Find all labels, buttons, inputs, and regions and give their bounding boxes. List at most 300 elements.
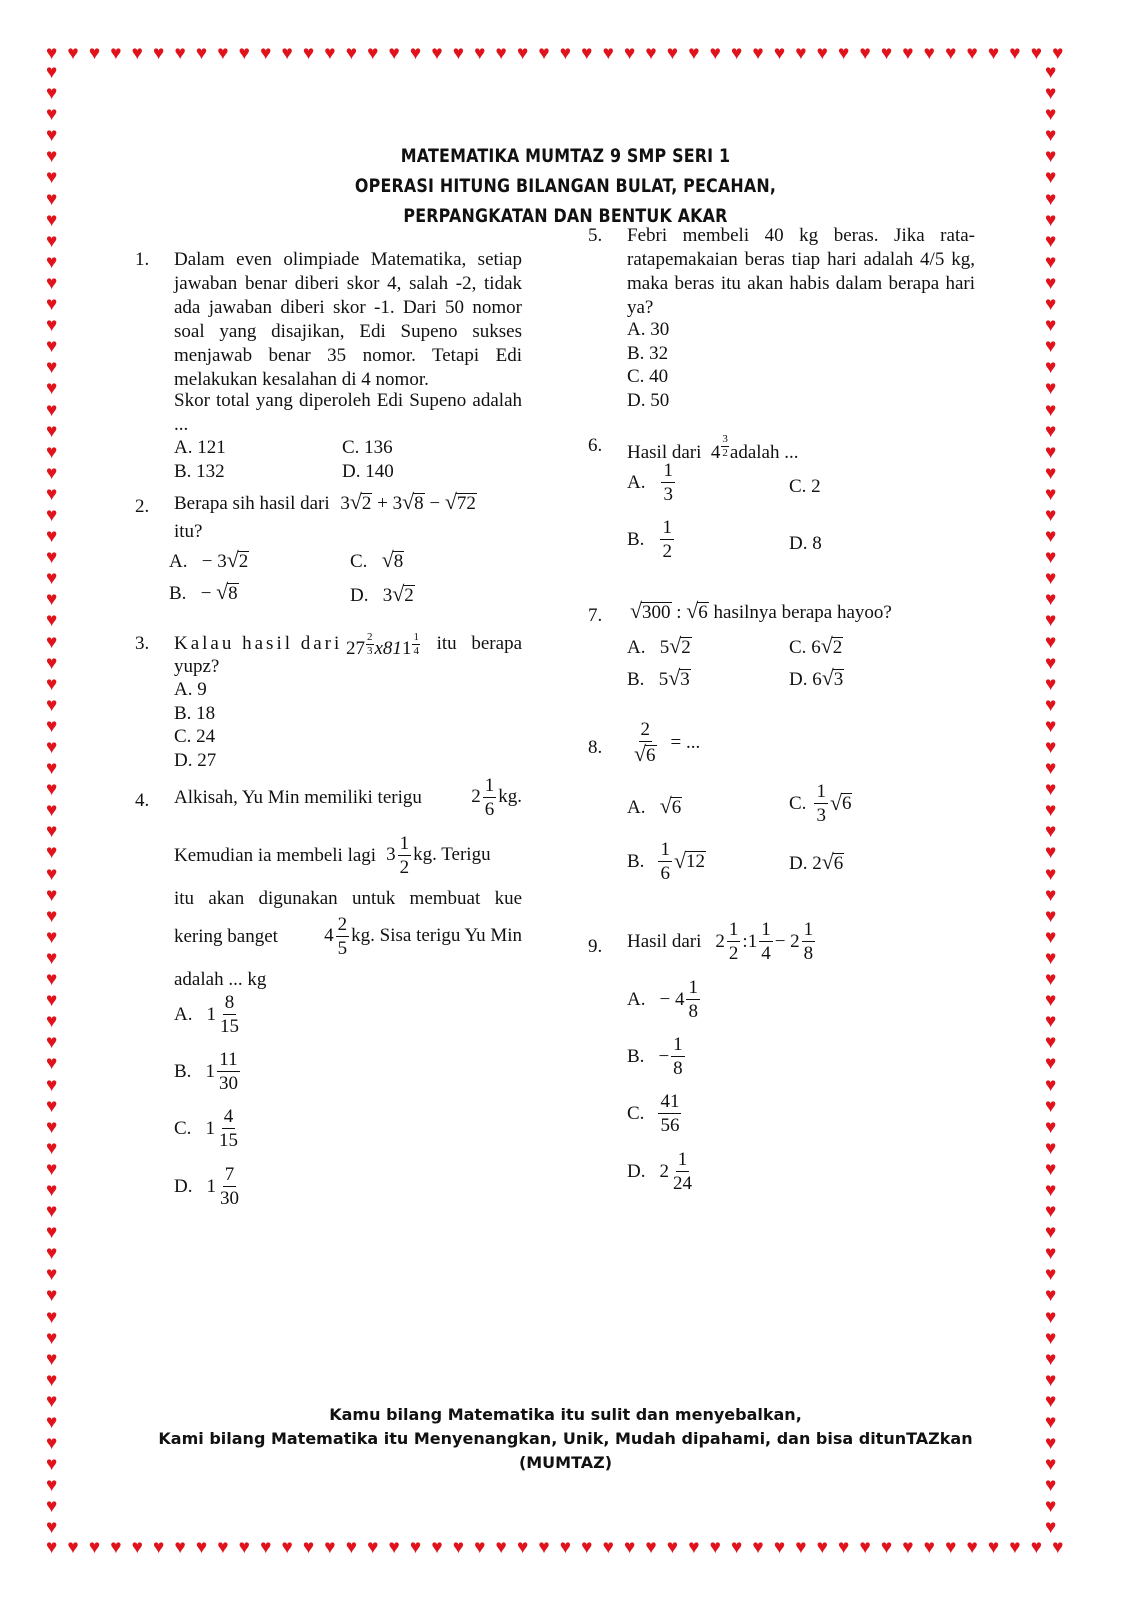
question-6-number: 6. bbox=[588, 435, 603, 456]
heart-icon: ♥ bbox=[1045, 758, 1057, 780]
heart-icon: ♥ bbox=[281, 1537, 293, 1558]
question-7-option-c: C. 6 √ 2 bbox=[789, 634, 843, 658]
heart-icon: ♥ bbox=[1045, 251, 1057, 273]
question-5-option-d: D. 50 bbox=[627, 390, 670, 411]
heart-icon: ♥ bbox=[1045, 167, 1057, 189]
page-title bbox=[79, 142, 1052, 232]
heart-icon: ♥ bbox=[46, 272, 58, 294]
heart-icon: ♥ bbox=[1045, 779, 1057, 801]
heart-icon: ♥ bbox=[46, 863, 58, 885]
heart-icon: ♥ bbox=[1045, 926, 1057, 948]
heart-icon: ♥ bbox=[688, 1537, 700, 1558]
heart-icon: ♥ bbox=[1045, 610, 1057, 632]
heart-icon: ♥ bbox=[1045, 1074, 1057, 1096]
question-8-option-d: D. 2 √ 6 bbox=[789, 850, 844, 874]
question-8-stem: 2 √ 6 = ... bbox=[634, 719, 701, 766]
heart-icon: ♥ bbox=[217, 43, 229, 64]
heart-icon: ♥ bbox=[1045, 209, 1057, 231]
question-6-option-b: B. $\frac{1}{2}$ bbox=[627, 517, 672, 562]
question-1-number: 1. bbox=[135, 249, 150, 270]
heart-icon: ♥ bbox=[110, 43, 122, 64]
heart-icon: ♥ bbox=[46, 905, 58, 927]
heart-icon: ♥ bbox=[902, 1537, 914, 1558]
heart-icon: ♥ bbox=[46, 1412, 58, 1433]
question-4-option-d: D. 1 $\frac{7}{30}$ bbox=[174, 1164, 239, 1209]
heart-icon: ♥ bbox=[46, 694, 58, 716]
heart-icon: ♥ bbox=[46, 1243, 58, 1265]
question-7-option-a: A. 5 √ 2 bbox=[627, 634, 691, 658]
heart-icon: ♥ bbox=[46, 926, 58, 948]
question-2-expression: 3 √ 2 + 3 √ 8 − √ 72 bbox=[340, 490, 476, 514]
heart-icon: ♥ bbox=[581, 1537, 593, 1558]
heart-icon: ♥ bbox=[474, 1537, 486, 1558]
heart-icon: ♥ bbox=[88, 1537, 101, 1558]
heart-icon: ♥ bbox=[1045, 1222, 1057, 1244]
heart-icon: ♥ bbox=[816, 1537, 828, 1558]
heart-icon: ♥ bbox=[1045, 526, 1057, 548]
heart-icon: ♥ bbox=[1045, 842, 1057, 864]
heart-icon: ♥ bbox=[1045, 863, 1057, 885]
heart-icon: ♥ bbox=[46, 800, 58, 822]
heart-icon: ♥ bbox=[46, 526, 58, 548]
heart-icon: ♥ bbox=[1045, 821, 1057, 843]
question-2-option-d: D. 3 √ 2 bbox=[350, 582, 414, 606]
heart-icon: ♥ bbox=[752, 1537, 764, 1558]
heart-icon: ♥ bbox=[131, 1537, 143, 1558]
heart-icon: ♥ bbox=[46, 715, 58, 737]
question-5-text: Febri membeli 40 kg beras. Jika rata-ratapemakaian beras tiap hari adalah 4/5 kg, maka beras itu akan habis dalam berapa hari ya? bbox=[627, 225, 975, 318]
question-2-option-a: A. − 3 √ 2 bbox=[169, 548, 249, 572]
heart-icon: ♥ bbox=[923, 1537, 935, 1558]
heart-icon: ♥ bbox=[302, 1537, 315, 1558]
heart-icon: ♥ bbox=[46, 1137, 58, 1159]
heart-icon: ♥ bbox=[1045, 1095, 1057, 1117]
heart-icon: ♥ bbox=[388, 1537, 400, 1558]
heart-icon: ♥ bbox=[1045, 905, 1057, 927]
heart-icon: ♥ bbox=[1045, 737, 1057, 758]
question-4-line-5: adalah ... kg bbox=[174, 969, 267, 990]
heart-icon: ♥ bbox=[431, 43, 443, 64]
heart-icon: ♥ bbox=[46, 378, 58, 400]
heart-icon: ♥ bbox=[46, 1390, 58, 1412]
question-9-option-b: B. − $\frac{1}{8}$ bbox=[627, 1034, 683, 1079]
question-4-option-a: A. 1 $\frac{8}{15}$ bbox=[174, 992, 239, 1037]
heart-icon: ♥ bbox=[195, 43, 208, 64]
heart-icon: ♥ bbox=[46, 1348, 58, 1370]
heart-icon: ♥ bbox=[238, 43, 250, 64]
footer-motto bbox=[0, 1403, 1131, 1475]
heart-icon: ♥ bbox=[46, 104, 58, 126]
heart-icon: ♥ bbox=[709, 1537, 721, 1558]
heart-icon: ♥ bbox=[1045, 188, 1057, 210]
question-3-expression: 27 $\frac{2}{3}$ x811 $\frac{1}{4}$ bbox=[346, 631, 419, 659]
heart-icon: ♥ bbox=[731, 1537, 743, 1558]
heart-icon: ♥ bbox=[816, 43, 828, 64]
heart-icon: ♥ bbox=[1045, 568, 1057, 590]
heart-icon: ♥ bbox=[602, 43, 614, 64]
heart-icon: ♥ bbox=[1045, 378, 1057, 400]
question-8-option-c: C. $\frac{1}{3}$ √ 6 bbox=[789, 781, 852, 826]
heart-icon: ♥ bbox=[1045, 146, 1057, 168]
heart-icon: ♥ bbox=[46, 631, 58, 653]
question-8-option-a: A. √ 6 bbox=[627, 794, 682, 818]
heart-icon: ♥ bbox=[1045, 294, 1057, 316]
footer-line-3: (MUMTAZ) bbox=[518, 1453, 613, 1472]
heart-icon: ♥ bbox=[88, 43, 101, 64]
footer-line-2: Kami bilang Matematika itu Menyenangkan, Unik, Mudah dipahami, dan bisa ditunTAZkan bbox=[158, 1429, 973, 1448]
heart-icon: ♥ bbox=[217, 1537, 229, 1558]
heart-icon: ♥ bbox=[559, 43, 572, 64]
heart-icon: ♥ bbox=[46, 821, 58, 843]
heart-icon: ♥ bbox=[709, 43, 721, 64]
heart-icon: ♥ bbox=[1045, 694, 1057, 716]
question-8-option-b: B. $\frac{1}{6}$ √ 12 bbox=[627, 839, 705, 884]
heart-icon: ♥ bbox=[1052, 43, 1064, 64]
heart-icon: ♥ bbox=[1045, 969, 1057, 991]
heart-icon: ♥ bbox=[538, 43, 550, 64]
heart-icon: ♥ bbox=[1009, 1537, 1021, 1558]
question-2-number: 2. bbox=[135, 496, 150, 517]
question-7-stem: √ 300 : √ 6 hasilnya berapa hayoo? bbox=[630, 599, 892, 623]
heart-icon: ♥ bbox=[46, 673, 58, 695]
heart-icon: ♥ bbox=[46, 167, 58, 189]
heart-icon: ♥ bbox=[46, 399, 58, 421]
title-line-3: PERPANGKATAN DAN BENTUK AKAR bbox=[403, 206, 728, 227]
heart-icon: ♥ bbox=[495, 1537, 507, 1558]
question-5-option-c: C. 40 bbox=[627, 366, 669, 387]
heart-icon: ♥ bbox=[495, 43, 507, 64]
heart-border-left bbox=[46, 63, 57, 1538]
heart-icon: ♥ bbox=[46, 230, 58, 252]
heart-icon: ♥ bbox=[345, 1537, 357, 1558]
heart-icon: ♥ bbox=[1045, 230, 1057, 252]
heart-icon: ♥ bbox=[1045, 399, 1057, 421]
heart-icon: ♥ bbox=[46, 1222, 58, 1244]
heart-icon: ♥ bbox=[752, 43, 764, 64]
heart-icon: ♥ bbox=[1030, 1537, 1042, 1558]
heart-icon: ♥ bbox=[1045, 1433, 1057, 1455]
heart-icon: ♥ bbox=[945, 43, 957, 64]
heart-icon: ♥ bbox=[46, 969, 58, 991]
heart-icon: ♥ bbox=[46, 1454, 58, 1476]
heart-icon: ♥ bbox=[1045, 1264, 1057, 1286]
heart-icon: ♥ bbox=[880, 43, 893, 64]
heart-icon: ♥ bbox=[452, 1537, 464, 1558]
heart-icon: ♥ bbox=[409, 1537, 422, 1558]
title-line-2: OPERASI HITUNG BILANGAN BULAT, PECAHAN, bbox=[354, 176, 777, 197]
heart-icon: ♥ bbox=[46, 146, 58, 168]
heart-icon: ♥ bbox=[46, 758, 58, 780]
title-line-1: MATEMATIKA MUMTAZ 9 SMP SERI 1 bbox=[400, 146, 731, 167]
question-5-option-a: A. 30 bbox=[627, 319, 670, 340]
heart-icon: ♥ bbox=[67, 1537, 79, 1558]
heart-icon: ♥ bbox=[1045, 1348, 1057, 1370]
question-1-option-c: C. 136 bbox=[342, 437, 393, 458]
heart-icon: ♥ bbox=[1052, 1537, 1064, 1558]
heart-icon: ♥ bbox=[1045, 272, 1057, 294]
heart-icon: ♥ bbox=[46, 779, 58, 801]
heart-icon: ♥ bbox=[859, 43, 871, 64]
question-2-prefix: Berapa sih hasil dari bbox=[174, 493, 330, 514]
heart-icon: ♥ bbox=[966, 1537, 978, 1558]
question-6-option-d: D. 8 bbox=[789, 533, 822, 554]
heart-icon: ♥ bbox=[645, 43, 657, 64]
heart-icon: ♥ bbox=[1045, 1011, 1057, 1033]
heart-icon: ♥ bbox=[46, 125, 58, 147]
heart-icon: ♥ bbox=[46, 43, 58, 64]
heart-icon: ♥ bbox=[153, 1537, 165, 1558]
heart-icon: ♥ bbox=[1045, 1137, 1057, 1159]
heart-border-right bbox=[1045, 63, 1056, 1538]
question-4-line-2: Kemudian ia membeli lagi 3 $\frac{1}{2}$ kg. Terigu bbox=[174, 833, 491, 878]
heart-icon: ♥ bbox=[46, 947, 58, 969]
footer-line-1: Kamu bilang Matematika itu sulit dan menyebalkan, bbox=[329, 1405, 802, 1424]
heart-icon: ♥ bbox=[581, 43, 593, 64]
heart-icon: ♥ bbox=[110, 1537, 122, 1558]
heart-border-top bbox=[46, 44, 1064, 63]
heart-icon: ♥ bbox=[773, 1537, 786, 1558]
heart-icon: ♥ bbox=[46, 1537, 58, 1558]
heart-icon: ♥ bbox=[46, 1306, 58, 1328]
heart-icon: ♥ bbox=[516, 43, 529, 64]
heart-icon: ♥ bbox=[1045, 800, 1057, 822]
heart-icon: ♥ bbox=[46, 884, 58, 906]
heart-icon: ♥ bbox=[46, 842, 58, 864]
heart-icon: ♥ bbox=[945, 1537, 957, 1558]
heart-icon: ♥ bbox=[46, 610, 58, 632]
heart-icon: ♥ bbox=[46, 62, 58, 83]
question-7-number: 7. bbox=[588, 605, 603, 626]
question-3-suffix-2: yupz? bbox=[174, 656, 220, 677]
heart-icon: ♥ bbox=[1030, 43, 1042, 64]
heart-border-bottom bbox=[46, 1538, 1064, 1557]
heart-icon: ♥ bbox=[367, 1537, 379, 1558]
question-3-suffix: itu berapa bbox=[436, 633, 522, 654]
heart-icon: ♥ bbox=[46, 737, 58, 758]
heart-icon: ♥ bbox=[46, 441, 58, 463]
heart-icon: ♥ bbox=[260, 1537, 272, 1558]
heart-icon: ♥ bbox=[1045, 504, 1057, 526]
heart-icon: ♥ bbox=[474, 43, 486, 64]
heart-icon: ♥ bbox=[409, 43, 422, 64]
heart-icon: ♥ bbox=[46, 462, 58, 484]
heart-icon: ♥ bbox=[1045, 547, 1057, 569]
heart-icon: ♥ bbox=[46, 568, 58, 590]
heart-icon: ♥ bbox=[1045, 1306, 1057, 1328]
question-4-number: 4. bbox=[135, 790, 150, 811]
heart-icon: ♥ bbox=[131, 43, 143, 64]
heart-icon: ♥ bbox=[174, 1537, 186, 1558]
heart-icon: ♥ bbox=[46, 1475, 58, 1497]
heart-icon: ♥ bbox=[153, 43, 165, 64]
question-1-option-d: D. 140 bbox=[342, 461, 394, 482]
question-9-option-c: C. $\frac{41}{56}$ bbox=[627, 1091, 680, 1136]
heart-icon: ♥ bbox=[1045, 990, 1057, 1012]
heart-icon: ♥ bbox=[1045, 483, 1057, 505]
question-4-line-3: itu akan digunakan untuk membuat kue bbox=[174, 888, 522, 909]
heart-icon: ♥ bbox=[1045, 1158, 1057, 1180]
heart-icon: ♥ bbox=[666, 43, 679, 64]
heart-icon: ♥ bbox=[1045, 589, 1057, 611]
question-2-option-c: C. √ 8 bbox=[350, 548, 404, 572]
heart-icon: ♥ bbox=[1045, 1390, 1057, 1412]
heart-icon: ♥ bbox=[324, 43, 336, 64]
heart-icon: ♥ bbox=[1045, 420, 1057, 442]
question-4-line-4: kering banget 4 $\frac{2}{5}$ kg. Sisa terigu Yu Min bbox=[174, 914, 522, 959]
heart-icon: ♥ bbox=[46, 294, 58, 316]
heart-icon: ♥ bbox=[838, 43, 850, 64]
heart-icon: ♥ bbox=[1045, 357, 1057, 379]
heart-icon: ♥ bbox=[238, 1537, 250, 1558]
heart-icon: ♥ bbox=[1045, 884, 1057, 906]
heart-icon: ♥ bbox=[67, 43, 79, 64]
question-4-option-b: B. 1 $\frac{11}{30}$ bbox=[174, 1049, 238, 1094]
heart-icon: ♥ bbox=[46, 1095, 58, 1117]
heart-icon: ♥ bbox=[1045, 62, 1057, 83]
question-2-suffix: itu? bbox=[174, 521, 203, 542]
question-7-option-b: B. 5 √ 3 bbox=[627, 666, 690, 690]
heart-icon: ♥ bbox=[1045, 1327, 1057, 1349]
heart-icon: ♥ bbox=[195, 1537, 208, 1558]
heart-icon: ♥ bbox=[987, 1537, 1000, 1558]
heart-icon: ♥ bbox=[688, 43, 700, 64]
question-5-number: 5. bbox=[588, 225, 603, 246]
question-2-option-b: B. − √ 8 bbox=[169, 580, 238, 604]
heart-icon: ♥ bbox=[1045, 125, 1057, 147]
heart-icon: ♥ bbox=[1045, 715, 1057, 737]
heart-icon: ♥ bbox=[46, 188, 58, 210]
heart-icon: ♥ bbox=[260, 43, 272, 64]
question-6-option-c: C. 2 bbox=[789, 476, 821, 497]
heart-icon: ♥ bbox=[731, 43, 743, 64]
heart-icon: ♥ bbox=[602, 1537, 614, 1558]
heart-icon: ♥ bbox=[1009, 43, 1021, 64]
heart-icon: ♥ bbox=[174, 43, 186, 64]
question-3-option-c: C. 24 bbox=[174, 726, 216, 747]
heart-icon: ♥ bbox=[46, 483, 58, 505]
heart-icon: ♥ bbox=[46, 1116, 58, 1138]
heart-icon: ♥ bbox=[345, 43, 357, 64]
heart-icon: ♥ bbox=[1045, 1454, 1057, 1476]
question-8-number: 8. bbox=[588, 737, 603, 758]
heart-icon: ♥ bbox=[645, 1537, 657, 1558]
heart-icon: ♥ bbox=[46, 315, 58, 337]
heart-icon: ♥ bbox=[46, 1433, 58, 1455]
heart-icon: ♥ bbox=[324, 1537, 336, 1558]
heart-icon: ♥ bbox=[46, 1327, 58, 1349]
heart-icon: ♥ bbox=[880, 1537, 893, 1558]
question-3-option-a: A. 9 bbox=[174, 679, 207, 700]
heart-icon: ♥ bbox=[46, 209, 58, 231]
heart-icon: ♥ bbox=[46, 1074, 58, 1096]
heart-icon: ♥ bbox=[1045, 947, 1057, 969]
heart-icon: ♥ bbox=[388, 43, 400, 64]
heart-icon: ♥ bbox=[367, 43, 379, 64]
question-9-option-a: A. − 4 $\frac{1}{8}$ bbox=[627, 977, 698, 1022]
question-4-option-c: C. 1 $\frac{4}{15}$ bbox=[174, 1106, 238, 1151]
heart-icon: ♥ bbox=[559, 1537, 572, 1558]
heart-icon: ♥ bbox=[1045, 1179, 1057, 1201]
heart-icon: ♥ bbox=[46, 357, 58, 379]
heart-icon: ♥ bbox=[46, 504, 58, 526]
question-4-line-1: Alkisah, Yu Min memiliki terigu 2 $\frac{1}{6}$ kg. bbox=[174, 775, 522, 820]
heart-icon: ♥ bbox=[302, 43, 315, 64]
heart-icon: ♥ bbox=[46, 1158, 58, 1180]
heart-icon: ♥ bbox=[1045, 104, 1057, 126]
heart-icon: ♥ bbox=[1045, 1243, 1057, 1265]
heart-icon: ♥ bbox=[1045, 336, 1057, 358]
heart-icon: ♥ bbox=[966, 43, 978, 64]
heart-icon: ♥ bbox=[1045, 631, 1057, 653]
heart-icon: ♥ bbox=[46, 547, 58, 569]
heart-icon: ♥ bbox=[623, 1537, 636, 1558]
heart-icon: ♥ bbox=[1045, 315, 1057, 337]
question-6-stem: Hasil dari 4 $\frac{3}{2}$ adalah ... bbox=[627, 433, 799, 463]
heart-icon: ♥ bbox=[1045, 1517, 1057, 1539]
heart-icon: ♥ bbox=[46, 990, 58, 1012]
heart-icon: ♥ bbox=[795, 1537, 807, 1558]
question-3-option-d: D. 27 bbox=[174, 750, 217, 771]
heart-icon: ♥ bbox=[516, 1537, 529, 1558]
heart-icon: ♥ bbox=[1045, 441, 1057, 463]
heart-icon: ♥ bbox=[859, 1537, 871, 1558]
question-3-option-b: B. 18 bbox=[174, 703, 216, 724]
heart-icon: ♥ bbox=[1045, 1412, 1057, 1433]
heart-icon: ♥ bbox=[46, 1179, 58, 1201]
heart-icon: ♥ bbox=[46, 1264, 58, 1286]
heart-icon: ♥ bbox=[666, 1537, 679, 1558]
heart-icon: ♥ bbox=[1045, 462, 1057, 484]
heart-icon: ♥ bbox=[281, 43, 293, 64]
heart-icon: ♥ bbox=[1045, 1032, 1057, 1054]
heart-icon: ♥ bbox=[1045, 1116, 1057, 1138]
question-2-stem bbox=[174, 492, 477, 516]
heart-icon: ♥ bbox=[1045, 1496, 1057, 1518]
heart-icon: ♥ bbox=[46, 1517, 58, 1539]
question-1-option-a: A. 121 bbox=[174, 437, 226, 458]
heart-icon: ♥ bbox=[46, 336, 58, 358]
heart-icon: ♥ bbox=[46, 1285, 58, 1307]
question-9-option-d: D. 2 $\frac{1}{24}$ bbox=[627, 1149, 692, 1194]
heart-icon: ♥ bbox=[838, 1537, 850, 1558]
question-7-option-d: D. 6 √ 3 bbox=[789, 666, 844, 690]
question-1-text-2: Skor total yang diperoleh Edi Supeno adalah ... bbox=[174, 390, 522, 435]
heart-icon: ♥ bbox=[46, 420, 58, 442]
heart-icon: ♥ bbox=[795, 43, 807, 64]
heart-icon: ♥ bbox=[431, 1537, 443, 1558]
heart-icon: ♥ bbox=[987, 43, 1000, 64]
heart-icon: ♥ bbox=[46, 1011, 58, 1033]
heart-icon: ♥ bbox=[1045, 83, 1057, 105]
heart-icon: ♥ bbox=[46, 1201, 58, 1223]
heart-icon: ♥ bbox=[773, 43, 786, 64]
heart-icon: ♥ bbox=[46, 1032, 58, 1054]
heart-icon: ♥ bbox=[46, 1369, 58, 1391]
heart-icon: ♥ bbox=[46, 251, 58, 273]
question-9-stem: Hasil dari 2 $\frac{1}{2}$ : 1 $\frac{1}{4}$ − 2 $\frac{1}{8}$ bbox=[627, 919, 814, 964]
heart-icon: ♥ bbox=[452, 43, 464, 64]
heart-icon: ♥ bbox=[538, 1537, 550, 1558]
heart-icon: ♥ bbox=[46, 589, 58, 611]
heart-icon: ♥ bbox=[923, 43, 935, 64]
heart-icon: ♥ bbox=[1045, 1369, 1057, 1391]
heart-icon: ♥ bbox=[46, 1496, 58, 1518]
heart-icon: ♥ bbox=[1045, 1053, 1057, 1075]
question-3-number: 3. bbox=[135, 633, 150, 654]
heart-icon: ♥ bbox=[902, 43, 914, 64]
question-6-option-a: A. $\frac{1}{3}$ bbox=[627, 460, 673, 505]
heart-icon: ♥ bbox=[46, 83, 58, 105]
